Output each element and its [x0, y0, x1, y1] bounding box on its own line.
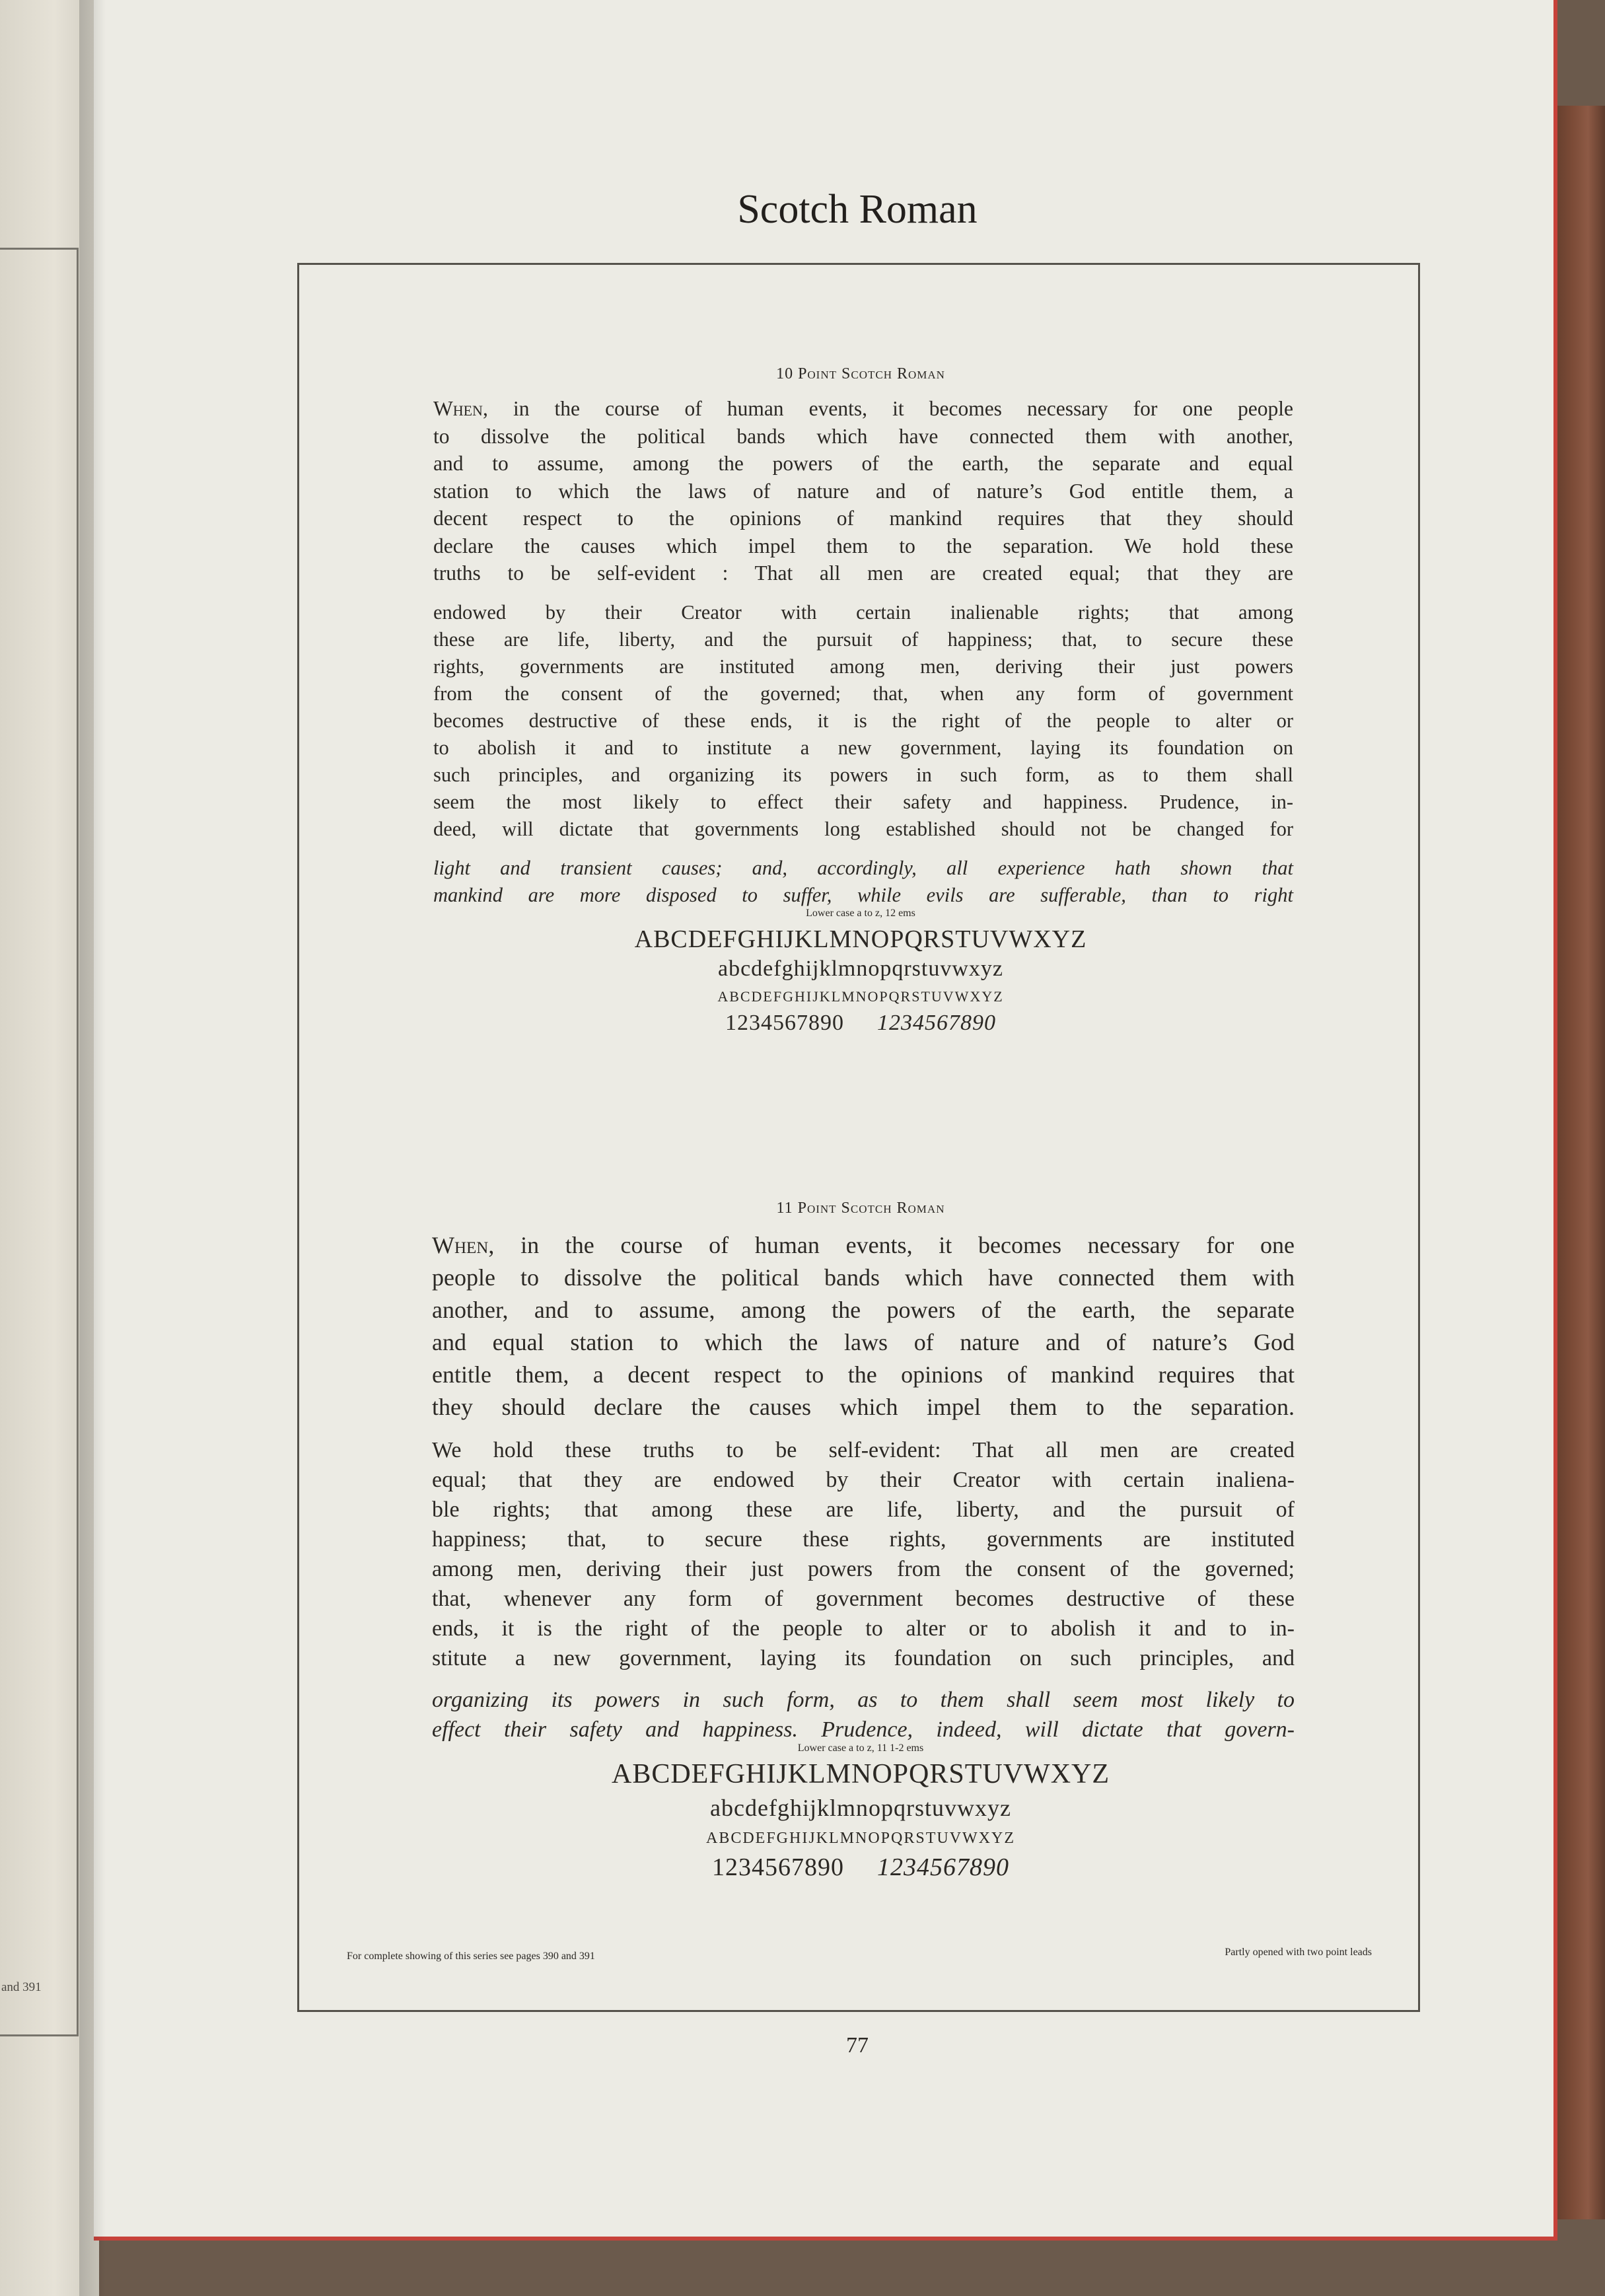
specimen-frame: [297, 263, 1420, 2012]
lowercase-measure-note: Lower case a to z, 11 1-2 ems: [797, 1742, 924, 1754]
specimen-paragraph: [432, 1229, 1295, 1423]
small-caps-alphabet: ABCDEFGHIJKLMNOPQRSTUVWXYZ: [705, 1830, 1015, 1847]
first-word: When: [432, 1232, 489, 1258]
text-line: such principles, and organizing its powers in such form, as to them shall: [433, 763, 1293, 786]
specimen-paragraph: [433, 395, 1293, 587]
italic-figures: 1234567890: [877, 1853, 1009, 1881]
text-line: We hold these truths to be self-evident: That all men are created: [432, 1438, 1295, 1462]
figures-row: [299, 1853, 1422, 1882]
roman-figures: 1234567890: [712, 1853, 844, 1881]
text-line: When, in the course of human events, it becomes necessary for one: [432, 1232, 1295, 1258]
facing-page-frame: [0, 248, 79, 2036]
text-line: seem the most likely to effect their safety and happiness. Prudence, in-: [433, 790, 1293, 813]
specimen-paragraph-solid: [432, 1435, 1295, 1673]
text-line: station to which the laws of nature and of nature’s God entitle them, a: [433, 479, 1293, 503]
text-line: becomes destructive of these ends, it is the right of the people to alter or: [433, 709, 1293, 732]
small-caps-alphabet: ABCDEFGHIJKLMNOPQRSTUVWXYZ: [717, 987, 1004, 1005]
specimen-paragraph-solid: [433, 599, 1293, 843]
specimen-italic: [432, 1685, 1295, 1744]
italic-line: organizing its powers in such form, as to them shall seem most likely to: [432, 1688, 1295, 1712]
specimen-italic: [433, 855, 1293, 909]
text-line: happiness; that, to secure these rights, governments are instituted: [432, 1527, 1295, 1552]
italic-figures: 1234567890: [877, 1010, 996, 1035]
lowercase-alphabet: abcdefghijklmnopqrstuvwxyz: [710, 1795, 1011, 1821]
footer-note-left: For complete showing of this series see pages 390 and 391: [347, 1951, 595, 1962]
text-line: that, whenever any form of government becomes destructive of these: [432, 1587, 1295, 1611]
text-line: to dissolve the political bands which have connected them with another,: [433, 424, 1293, 448]
text-line: stitute a new government, laying its foundation on such principles, and: [432, 1646, 1295, 1670]
text-line: truths to be self-evident : That all men are created equal; that they are: [433, 561, 1293, 585]
italic-line: light and transient causes; and, accordingly, all experience hath shown that: [433, 856, 1293, 879]
text-line: and equal station to which the laws of nature and of nature’s God: [432, 1329, 1295, 1355]
lowercase-alphabet: abcdefghijklmnopqrstuvwxyz: [717, 956, 1004, 981]
italic-line: effect their safety and happiness. Prudence, indeed, will dictate that govern-: [432, 1717, 1295, 1742]
specimen-heading: 11 Point Scotch Roman: [776, 1200, 945, 1217]
text-line: ble rights; that among these are life, liberty, and the pursuit of: [432, 1497, 1295, 1522]
text-line: ends, it is the right of the people to alter or to abolish it and to in-: [432, 1616, 1295, 1641]
text-line: declare the causes which impel them to the separation. We hold these: [433, 534, 1293, 557]
specimen-heading: 10 Point Scotch Roman: [776, 365, 945, 382]
text-line: among men, deriving their just powers from the consent of the governed;: [432, 1557, 1295, 1581]
page-number: 77: [846, 2033, 869, 2058]
text-line: from the consent of the governed; that, when any form of government: [433, 682, 1293, 705]
text-line: equal; that they are endowed by their Creator with certain inaliena-: [432, 1468, 1295, 1492]
italic-line: mankind are more disposed to suffer, while evils are sufferable, than to right: [433, 883, 1293, 906]
roman-figures: 1234567890: [725, 1010, 844, 1035]
text-line: they should declare the causes which impel them to the separation.: [432, 1394, 1295, 1420]
text-line: and to assume, among the powers of the earth, the separate and equal: [433, 452, 1293, 475]
facing-page-caption: and 391: [1, 1980, 42, 1994]
page: [94, 0, 1557, 2241]
specimen-11-point: [299, 1200, 1422, 1882]
text-line: endowed by their Creator with certain inalienable rights; that among: [433, 600, 1293, 624]
text-line: deed, will dictate that governments long established should not be changed for: [433, 817, 1293, 840]
text-line: another, and to assume, among the powers of the earth, the separate: [432, 1297, 1295, 1323]
specimen-10-point: [299, 365, 1422, 1036]
lowercase-measure-note: Lower case a to z, 12 ems: [806, 907, 915, 919]
book-gutter-shadow: [79, 0, 106, 2296]
text-line: When, in the course of human events, it becomes necessary for one people: [433, 397, 1293, 420]
text-line: decent respect to the opinions of mankind requires that they should: [433, 507, 1293, 530]
text-line: to abolish it and to institute a new government, laying its foundation on: [433, 736, 1293, 759]
page-title: Scotch Roman: [737, 187, 978, 232]
uppercase-alphabet: ABCDEFGHIJKLMNOPQRSTUVWXYZ: [611, 1759, 1110, 1789]
text-line: these are life, liberty, and the pursuit of happiness; that, to secure these: [433, 628, 1293, 651]
text-line: people to dissolve the political bands which have connected them with: [432, 1264, 1295, 1291]
first-word: When: [433, 397, 483, 420]
text-line: entitle them, a decent respect to the opinions of mankind requires that: [432, 1361, 1295, 1388]
text-line: rights, governments are instituted among men, deriving their just powers: [433, 655, 1293, 678]
footer-note-right: Partly opened with two point leads: [1225, 1947, 1372, 1958]
figures-row: [299, 1011, 1422, 1036]
uppercase-alphabet: ABCDEFGHIJKLMNOPQRSTUVWXYZ: [634, 925, 1087, 953]
